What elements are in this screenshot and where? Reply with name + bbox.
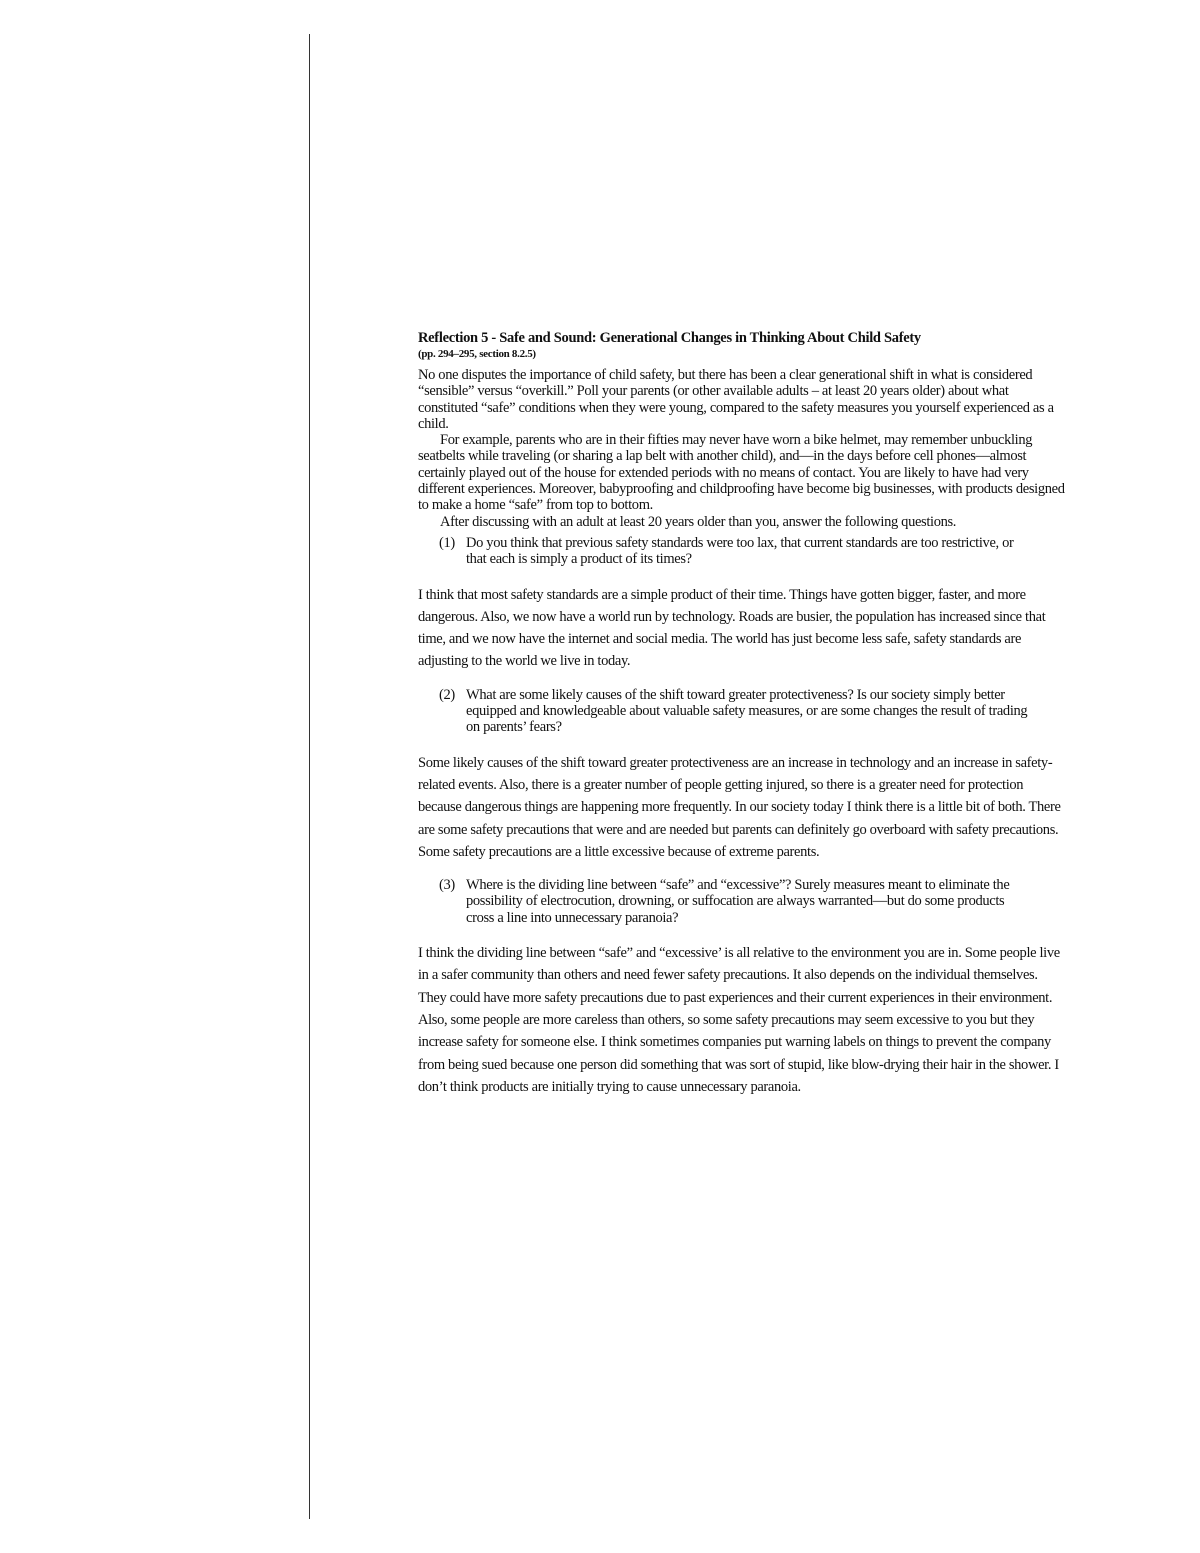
page-reference: (pp. 294–295, section 8.2.5) <box>418 348 536 360</box>
prompt-paragraph-example: For example, parents who are in their fifties may never have worn a bike helmet, may remember unbuckling seatbelts while traveling (or sharing a lap belt with another child), and—in the days before cell phones—almost certainly played out of the house for extended periods with no means of contact. You are likely to have had very different experiences. Moreover, babyproofing and childproofing have become big businesses, with products designed to make a home “safe” from top to bottom. <box>418 432 1065 514</box>
answer-3: I think the dividing line between “safe” and “excessive’ is all relative to the environment you are in. Some people live in a safer community than others and need fewer safety precautions. It also depends on the individual themselves. They could have more safety precautions due to past experiences and their current experiences in their environment. Also, some people are more careless than others, so some safety precautions may seem excessive to you but they increase safety for someone else. I think sometimes companies put warning labels on things to prevent the company from being sued because one person did something that was sort of stupid, like blow-drying their hair in the shower. I don’t think products are initially trying to cause unnecessary paranoia. <box>418 945 1060 1095</box>
question-1 <box>439 534 1028 568</box>
reflection-title: Reflection 5 - Safe and Sound: Generational Changes in Thinking About Child Safety <box>418 330 921 346</box>
prompt-paragraph-intro: No one disputes the importance of child safety, but there has been a clear generational shift in what is considered “sensible” versus “overkill.” Poll your parents (or other available adults – at least 20 years older) about what constituted “safe” conditions when they were young, compared to the safety measures you yourself experienced as a child. <box>418 367 1054 432</box>
page-margin-line <box>309 34 310 1519</box>
question-text: Do you think that previous safety standards were too lax, that current standards are too restrictive, or that each is simply a product of its times? <box>466 534 1014 568</box>
question-2 <box>439 686 1028 736</box>
prompt-paragraph-instructions: After discussing with an adult at least 20 years older than you, answer the following questions. <box>440 513 957 530</box>
question-number: (1) <box>439 534 455 551</box>
question-text: Where is the dividing line between “safe” and “excessive”? Surely measures meant to eliminate the possibility of electrocution, drowning, or suffocation are always warranted—but do some products cross a line into unnecessary paranoia? <box>466 877 1010 926</box>
question-number: (2) <box>439 686 455 703</box>
answer-2: Some likely causes of the shift toward greater protectiveness are an increase in technology and an increase in safety-related events. Also, there is a greater number of people getting injured, so there is a greater need for protection because dangerous things are happening more frequently. In our society today I think there is a little bit of both. There are some safety precautions that were and are needed but parents can definitely go overboard with safety precautions. Some safety precautions are a little excessive because of extreme parents. <box>418 754 1061 860</box>
question-text: What are some likely causes of the shift toward greater protectiveness? Is our society simply better equipped and knowledgeable about valuable safety measures, or are some changes the result of trading on parents’ fears? <box>466 686 1028 736</box>
question-3 <box>439 877 1028 926</box>
document-body <box>418 330 1068 1112</box>
answer-1: I think that most safety standards are a simple product of their time. Things have gotten bigger, faster, and more dangerous. Also, we now have a world run by technology. Roads are busier, the population has increased since that time, and we now have the internet and social media. The world has just become less safe, safety standards are adjusting to the world we live in today. <box>418 586 1046 670</box>
question-number: (3) <box>439 877 455 894</box>
